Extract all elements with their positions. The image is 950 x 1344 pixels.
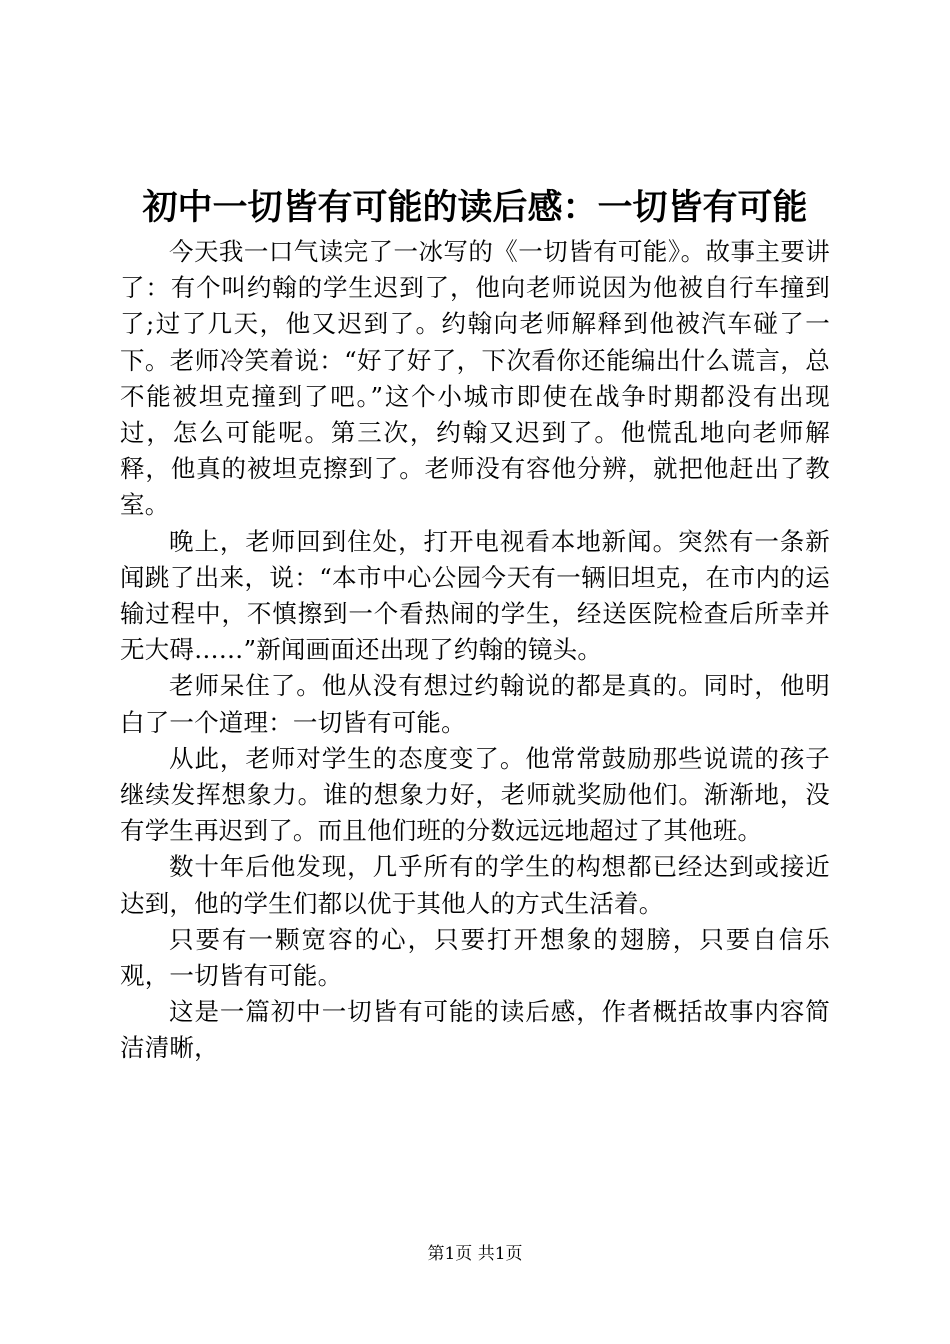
paragraph-3: 老师呆住了。他从没有想过约翰说的都是真的。同时，他明白了一个道理：一切皆有可能。 bbox=[120, 671, 830, 737]
paragraph-6: 只要有一颗宽容的心，只要打开想象的翅膀，只要自信乐观，一切皆有可能。 bbox=[120, 924, 830, 991]
paragraph-2: 晚上，老师回到住处，打开电视看本地新闻。突然有一条新闻跳了出来，说：“本市中心公园今天有一辆旧坦克，在市内的运输过程中，不慎擦到一个看热闹的学生，经送医院检查后所幸并无大碍……”新闻画面还出现了约翰的镜头。 bbox=[120, 526, 830, 665]
paragraph-5: 数十年后他发现，几乎所有的学生的构想都已经达到或接近达到，他的学生们都以优于其他人的方式生活着。 bbox=[120, 852, 830, 918]
paragraph-7: 这是一篇初中一切皆有可能的读后感，作者概括故事内容简洁清晰， bbox=[120, 997, 830, 1063]
page-number-footer: 第1页 共1页 bbox=[427, 1244, 523, 1264]
paragraph-1: 今天我一口气读完了一冰写的《一切皆有可能》。故事主要讲了：有个叫约翰的学生迟到了，他向老师说因为他被自行车撞到了;过了几天，他又迟到了。约翰向老师解释到他被汽车碰了一下。老师冷笑着说：“好了好了，下次看你还能编出什么谎言，总不能被坦克撞到了吧。”这个小城市即使在战争时期都没有出现过，怎么可能呢。第三次，约翰又迟到了。他慌乱地向老师解释，他真的被坦克擦到了。老师没有容他分辨，就把他赶出了教室。 bbox=[120, 237, 830, 520]
document-body bbox=[120, 234, 830, 1067]
document-title: 初中一切皆有可能的读后感：一切皆有可能 bbox=[142, 187, 808, 228]
paragraph-4: 从此，老师对学生的态度变了。他常常鼓励那些说谎的孩子继续发挥想象力。谁的想象力好，老师就奖励他们。渐渐地，没有学生再迟到了。而且他们班的分数远远地超过了其他班。 bbox=[120, 743, 830, 846]
